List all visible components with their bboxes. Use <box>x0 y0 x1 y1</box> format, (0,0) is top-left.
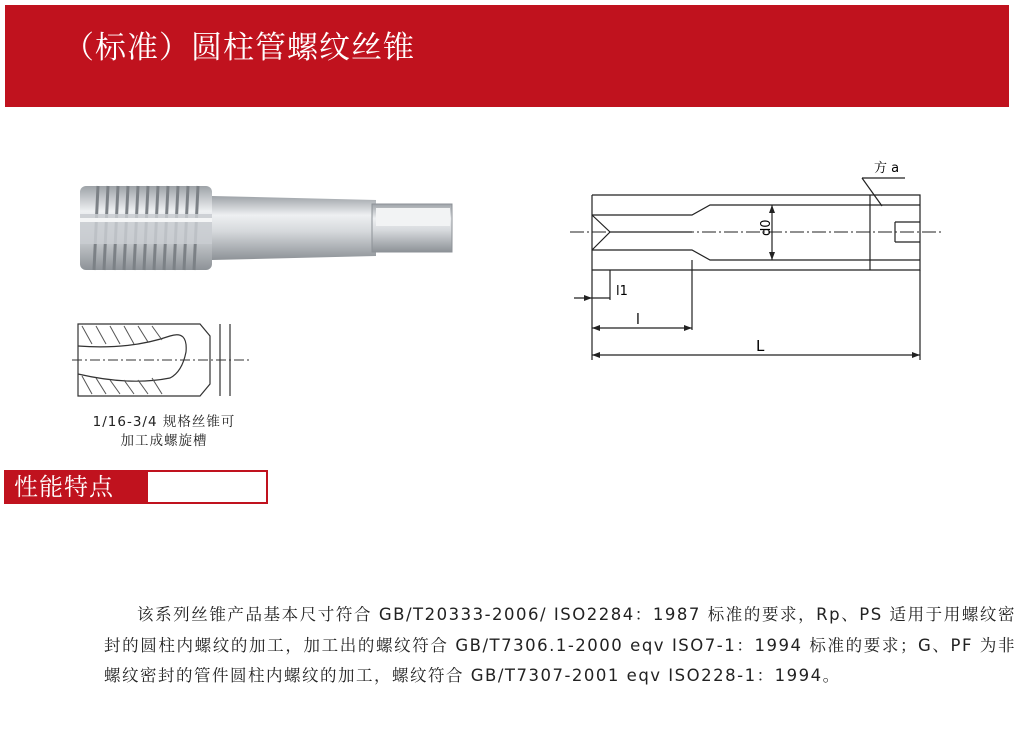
title-banner <box>5 5 1009 107</box>
figure-caption <box>80 413 248 451</box>
dimension-drawing <box>570 150 945 375</box>
square-label: 方 a <box>874 161 900 176</box>
l-label: l <box>636 312 640 328</box>
caption-line-1: 1/16-3/4 规格丝锥可 <box>92 414 236 430</box>
L-label: L <box>756 337 765 355</box>
l1-label: l1 <box>616 284 628 299</box>
features-section-header <box>4 470 268 504</box>
caption-line-2: 加工成螺旋槽 <box>120 433 208 449</box>
features-label: 性能特点 <box>6 472 148 502</box>
tap-photo <box>76 178 461 278</box>
features-description: 该系列丝锥产品基本尺寸符合 GB/T20333-2006/ ISO2284：1987 标准的要求，Rp、PS 适用于用螺纹密封的圆柱内螺纹的加工，加工出的螺纹符合 GB/T7306.1-2000 eqv ISO7-1：1994 标准的要求；G、PF 为非螺纹密封的管件圆柱内螺纹的加工，螺纹符合 GB/T7307-2001 eqv ISO228-1：1994。 <box>104 605 1016 685</box>
page-title: （标准）圆柱管螺纹丝锥 <box>63 30 415 66</box>
spiral-flute-section-drawing <box>70 316 255 404</box>
diameter-label: d0 <box>759 219 774 236</box>
